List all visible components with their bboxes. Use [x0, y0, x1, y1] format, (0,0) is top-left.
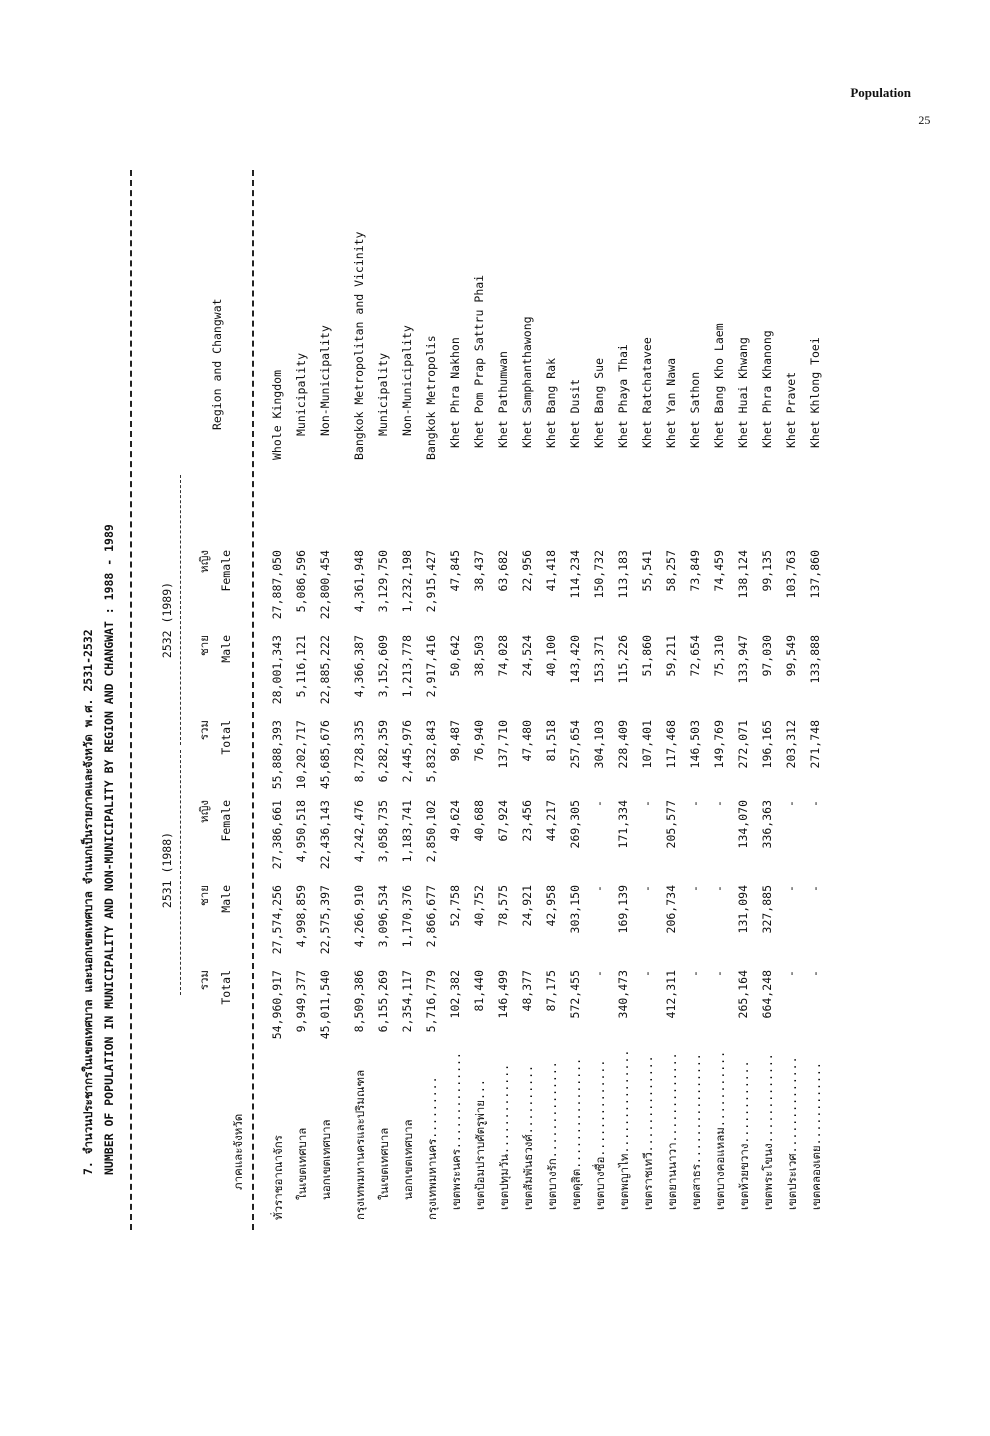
cell-value: 4,366,387 [352, 635, 366, 698]
header-rule [252, 170, 254, 1230]
cell-value: 38,437 [472, 550, 486, 592]
row-label-th: เขตประเวศ.............. [785, 1056, 799, 1210]
cell-value: 133,888 [808, 635, 822, 684]
cell-value: 51,860 [640, 635, 654, 677]
cell-value: 72,654 [688, 635, 702, 677]
year-rule-1988 [180, 750, 181, 995]
year-header-1988: 2531 (1988) [160, 831, 174, 909]
row-label-th: เขตปทุมวัน............. [497, 1063, 511, 1210]
cell-value: - [640, 970, 654, 977]
cell-value: 28,001,343 [270, 635, 284, 705]
row-label-th: เขตยานนาวา............. [665, 1052, 679, 1210]
row-label-th: ในเขตเทศบาล [295, 1127, 309, 1200]
cell-value: 5,832,843 [424, 720, 438, 783]
page-number: 25 [918, 113, 931, 127]
row-label-th: เขตพระโขนง............. [761, 1053, 775, 1210]
cell-value: 107,401 [640, 720, 654, 769]
row-label-th: เขตสัมพันธวงศ์.......... [521, 1065, 535, 1210]
cell-value: 27,574,256 [270, 885, 284, 955]
cell-value: 22,885,222 [318, 635, 332, 705]
row-label-en: Khet Phra Khanong [760, 330, 774, 448]
cell-value: 1,170,376 [400, 885, 414, 948]
cell-value: 45,685,676 [318, 720, 332, 790]
cell-value: 138,124 [736, 550, 750, 599]
cell-value: 99,135 [760, 550, 774, 592]
table-row [376, 170, 396, 1230]
cell-value: 203,312 [784, 720, 798, 769]
cell-value: 5,716,779 [424, 970, 438, 1033]
cell-value: 40,752 [472, 885, 486, 927]
cell-value: - [808, 885, 822, 892]
cell-value: 49,624 [448, 800, 462, 842]
cell-value: 67,924 [496, 800, 510, 842]
cell-value: 38,503 [472, 635, 486, 677]
rotated-table [80, 170, 930, 1230]
cell-value: 169,139 [616, 885, 630, 934]
cell-value: 22,800,454 [318, 550, 332, 620]
cell-value: 4,361,948 [352, 550, 366, 613]
cell-value: 3,129,750 [376, 550, 390, 613]
cell-value: 59,211 [664, 635, 678, 677]
cell-value: 4,950,518 [294, 800, 308, 863]
cell-value: 22,436,143 [318, 800, 332, 870]
table-row [352, 170, 372, 1230]
column-header [196, 885, 233, 965]
column-header-en: Total [219, 970, 233, 1005]
row-label-en: Khet Bang Rak [544, 357, 558, 448]
table-row [808, 170, 828, 1230]
cell-value: 102,382 [448, 970, 462, 1019]
cell-value: - [712, 970, 726, 977]
cell-value: 146,503 [688, 720, 702, 769]
cell-value: 23,456 [520, 800, 534, 842]
cell-value: 336,363 [760, 800, 774, 849]
cell-value: 54,960,917 [270, 970, 284, 1040]
table-title-th [80, 629, 98, 1175]
cell-value: 134,070 [736, 800, 750, 849]
row-label-en: Khet Phaya Thai [616, 344, 630, 448]
table-row [520, 170, 540, 1230]
cell-value: - [688, 970, 702, 977]
row-label-en: Khet Pathumwan [496, 351, 510, 448]
cell-value: 52,758 [448, 885, 462, 927]
cell-value: 1,232,198 [400, 550, 414, 613]
year-header-1989: 2532 (1989) [160, 581, 174, 659]
cell-value: 2,866,677 [424, 885, 438, 948]
cell-value: 76,940 [472, 720, 486, 762]
table-row [496, 170, 516, 1230]
stub-header-th: ภาคและจังหวัด [231, 1113, 245, 1190]
cell-value: 271,748 [808, 720, 822, 769]
cell-value: 114,234 [568, 550, 582, 599]
row-label-en: Khet Bang Kho Laem [712, 323, 726, 448]
cell-value: - [688, 885, 702, 892]
cell-value: 150,732 [592, 550, 606, 599]
cell-value: - [688, 800, 702, 807]
table-row [270, 170, 290, 1230]
cell-value: 4,242,476 [352, 800, 366, 863]
cell-value: 58,257 [664, 550, 678, 592]
column-header [196, 635, 233, 715]
row-label-th: กรุงเทพมหานคร......... [425, 1076, 439, 1220]
cell-value: 265,164 [736, 970, 750, 1019]
row-label-th: เขตพระนคร.............. [449, 1052, 463, 1210]
cell-value: 63,682 [496, 550, 510, 592]
cell-value: 153,371 [592, 635, 606, 684]
cell-value: 206,734 [664, 885, 678, 934]
cell-value: 2,354,117 [400, 970, 414, 1033]
cell-value: 340,473 [616, 970, 630, 1019]
cell-value: 117,468 [664, 720, 678, 769]
row-label-th: เขตห้วยขวาง............ [737, 1060, 751, 1210]
page-header [850, 85, 931, 127]
cell-value: 40,688 [472, 800, 486, 842]
row-label-th: นอกเขตเทศบาล [319, 1119, 333, 1200]
cell-value: - [784, 885, 798, 892]
cell-value: 8,728,335 [352, 720, 366, 783]
cell-value: 2,850,102 [424, 800, 438, 863]
cell-value: 3,096,534 [376, 885, 390, 948]
cell-value: 40,100 [544, 635, 558, 677]
table-row [318, 170, 338, 1230]
table-row [294, 170, 314, 1230]
table-row [448, 170, 468, 1230]
cell-value: 103,763 [784, 550, 798, 599]
row-label-en: Khet Samphanthawong [520, 316, 534, 448]
cell-value: 137,860 [808, 550, 822, 599]
row-label-th: เขตสาธร................ [689, 1053, 703, 1210]
column-header [196, 550, 233, 630]
cell-value: 113,183 [616, 550, 630, 599]
cell-value: 6,282,359 [376, 720, 390, 783]
cell-value: 97,030 [760, 635, 774, 677]
cell-value: - [712, 800, 726, 807]
cell-value: 55,541 [640, 550, 654, 592]
row-label-th: เขตบางคอแหลม........... [713, 1050, 727, 1210]
column-header-th: หญิง [197, 550, 211, 573]
row-label-en: Non-Municipality [400, 325, 414, 436]
column-header-en: Total [219, 720, 233, 755]
cell-value: 10,202,717 [294, 720, 308, 790]
cell-value: 2,445,976 [400, 720, 414, 783]
cell-value: 99,549 [784, 635, 798, 677]
cell-value: 664,248 [760, 970, 774, 1019]
stub-header-en: Region and Changwat [210, 298, 224, 430]
column-header [196, 800, 233, 880]
cell-value: - [640, 800, 654, 807]
cell-value: 50,642 [448, 635, 462, 677]
cell-value: 272,071 [736, 720, 750, 769]
row-label-en: Khet Ratchatavee [640, 337, 654, 448]
column-header-th: ชาย [197, 885, 211, 907]
cell-value: 42,958 [544, 885, 558, 927]
table-row [472, 170, 492, 1230]
cell-value: - [592, 885, 606, 892]
row-label-en: Non-Municipality [318, 325, 332, 436]
table-row [640, 170, 660, 1230]
column-header-en: Male [219, 885, 233, 913]
table-row [688, 170, 708, 1230]
table-row [616, 170, 636, 1230]
table-row [664, 170, 684, 1230]
cell-value: - [784, 800, 798, 807]
cell-value: 131,094 [736, 885, 750, 934]
top-rule [130, 170, 132, 1230]
cell-value: 47,480 [520, 720, 534, 762]
section-label: Population [850, 85, 911, 100]
cell-value: 78,575 [496, 885, 510, 927]
table-row [544, 170, 564, 1230]
cell-value: 133,947 [736, 635, 750, 684]
year-rule-1989 [180, 475, 181, 745]
table-row [592, 170, 612, 1230]
cell-value: 327,885 [760, 885, 774, 934]
row-label-en: Khet Khlong Toei [808, 337, 822, 448]
cell-value: 6,155,269 [376, 970, 390, 1033]
cell-value: 5,116,121 [294, 635, 308, 698]
column-header-en: Female [219, 800, 233, 842]
cell-value: 304,103 [592, 720, 606, 769]
cell-value: 3,152,609 [376, 635, 390, 698]
cell-value: 48,377 [520, 970, 534, 1012]
row-label-en: Khet Sathon [688, 371, 702, 448]
row-label-en: Khet Bang Sue [592, 357, 606, 448]
cell-value: 74,459 [712, 550, 726, 592]
row-label-en: Khet Phra Nakhon [448, 337, 462, 448]
column-header [196, 720, 233, 800]
row-label-en: Khet Pravet [784, 371, 798, 448]
row-label-en: Bangkok Metropolitan and Vicinity [352, 231, 366, 460]
cell-value: 146,499 [496, 970, 510, 1019]
column-header-th: รวม [197, 970, 211, 991]
cell-value: - [592, 800, 606, 807]
cell-value: 47,845 [448, 550, 462, 592]
cell-value: 1,183,741 [400, 800, 414, 863]
cell-value: - [712, 885, 726, 892]
cell-value: 8,509,386 [352, 970, 366, 1033]
row-label-en: Khet Huai Khwang [736, 337, 750, 448]
cell-value: 75,310 [712, 635, 726, 677]
column-header-th: ชาย [197, 635, 211, 657]
table-row [712, 170, 732, 1230]
table-row [760, 170, 780, 1230]
table-row [568, 170, 588, 1230]
row-label-en: Khet Yan Nawa [664, 357, 678, 448]
cell-value: 9,949,377 [294, 970, 308, 1033]
cell-value: 228,409 [616, 720, 630, 769]
row-label-th: เขตป้อมปราบศัตรูพ่าย... [473, 1079, 487, 1210]
cell-value: 74,028 [496, 635, 510, 677]
table-row [784, 170, 804, 1230]
cell-value: - [808, 970, 822, 977]
row-label-th: เขตคลองเตย............ [809, 1062, 823, 1210]
cell-value: 257,654 [568, 720, 582, 769]
cell-value: 143,420 [568, 635, 582, 684]
cell-value: - [808, 800, 822, 807]
cell-value: 55,888,393 [270, 720, 284, 790]
cell-value: 2,915,427 [424, 550, 438, 613]
table-title-th-text: จำนวนประชากรในเขตเทศบาล และนอกเขตเทศบาล จำแนกเป็นรายภาคและจังหวัด พ.ศ. 2531-2532 [81, 629, 95, 1155]
cell-value: 1,213,778 [400, 635, 414, 698]
row-label-en: Bangkok Metropolis [424, 335, 438, 460]
cell-value: - [784, 970, 798, 977]
cell-value: 171,334 [616, 800, 630, 849]
row-label-en: Municipality [294, 352, 308, 436]
cell-value: 87,175 [544, 970, 558, 1012]
row-label-th: นอกเขตเทศบาล [401, 1119, 415, 1200]
cell-value: 4,998,859 [294, 885, 308, 948]
column-header-en: Female [219, 550, 233, 592]
cell-value: 196,165 [760, 720, 774, 769]
cell-value: 73,849 [688, 550, 702, 592]
cell-value: 149,769 [712, 720, 726, 769]
cell-value: 269,305 [568, 800, 582, 849]
row-label-th: กรุงเทพมหานครและปริมณฑล [353, 1069, 367, 1220]
cell-value: 81,518 [544, 720, 558, 762]
cell-value: 81,440 [472, 970, 486, 1012]
column-header-th: หญิง [197, 800, 211, 823]
cell-value: 205,577 [664, 800, 678, 849]
cell-value: 24,921 [520, 885, 534, 927]
row-label-en: Municipality [376, 352, 390, 436]
cell-value: 115,226 [616, 635, 630, 684]
cell-value: 27,887,050 [270, 550, 284, 620]
column-header [196, 970, 233, 1050]
cell-value: 22,956 [520, 550, 534, 592]
column-header-en: Male [219, 635, 233, 663]
row-label-th: เขตพญาไท............... [617, 1049, 631, 1210]
cell-value: 98,487 [448, 720, 462, 762]
cell-value: 22,575,397 [318, 885, 332, 955]
row-label-th: ทั่วราชอาณาจักร [271, 1135, 285, 1220]
cell-value: 5,086,596 [294, 550, 308, 613]
row-label-th: ในเขตเทศบาล [377, 1127, 391, 1200]
row-label-en: Whole Kingdom [270, 369, 284, 460]
cell-value: 137,710 [496, 720, 510, 769]
cell-value: 2,917,416 [424, 635, 438, 698]
cell-value: 27,386,661 [270, 800, 284, 870]
table-row [424, 170, 444, 1230]
row-label-th: เขตดุสิต................ [569, 1058, 583, 1210]
cell-value: - [640, 885, 654, 892]
column-header-th: รวม [197, 720, 211, 741]
cell-value: 41,418 [544, 550, 558, 592]
row-label-th: เขตบางซื่อ.............. [593, 1059, 607, 1210]
cell-value: - [592, 970, 606, 977]
row-label-th: เขตบางรัก.............. [545, 1061, 559, 1210]
cell-value: 3,058,735 [376, 800, 390, 863]
cell-value: 45,011,540 [318, 970, 332, 1040]
cell-value: 4,266,910 [352, 885, 366, 948]
table-row [400, 170, 420, 1230]
cell-value: 572,455 [568, 970, 582, 1019]
cell-value: 412,311 [664, 970, 678, 1019]
table-row [736, 170, 756, 1230]
cell-value: 303,150 [568, 885, 582, 934]
table-title-en: NUMBER OF POPULATION IN MUNICIPALITY AND NON-MUNICIPALITY BY REGION AND CHANGWAT : 1988 - 1989 [102, 524, 116, 1175]
cell-value: 44,217 [544, 800, 558, 842]
row-label-en: Khet Dusit [568, 378, 582, 448]
row-label-th: เขตราชเทวี.............. [641, 1055, 655, 1210]
table-number: 7. [81, 1161, 95, 1175]
cell-value: 24,524 [520, 635, 534, 677]
row-label-en: Khet Pom Prap Sattru Phai [472, 274, 486, 448]
